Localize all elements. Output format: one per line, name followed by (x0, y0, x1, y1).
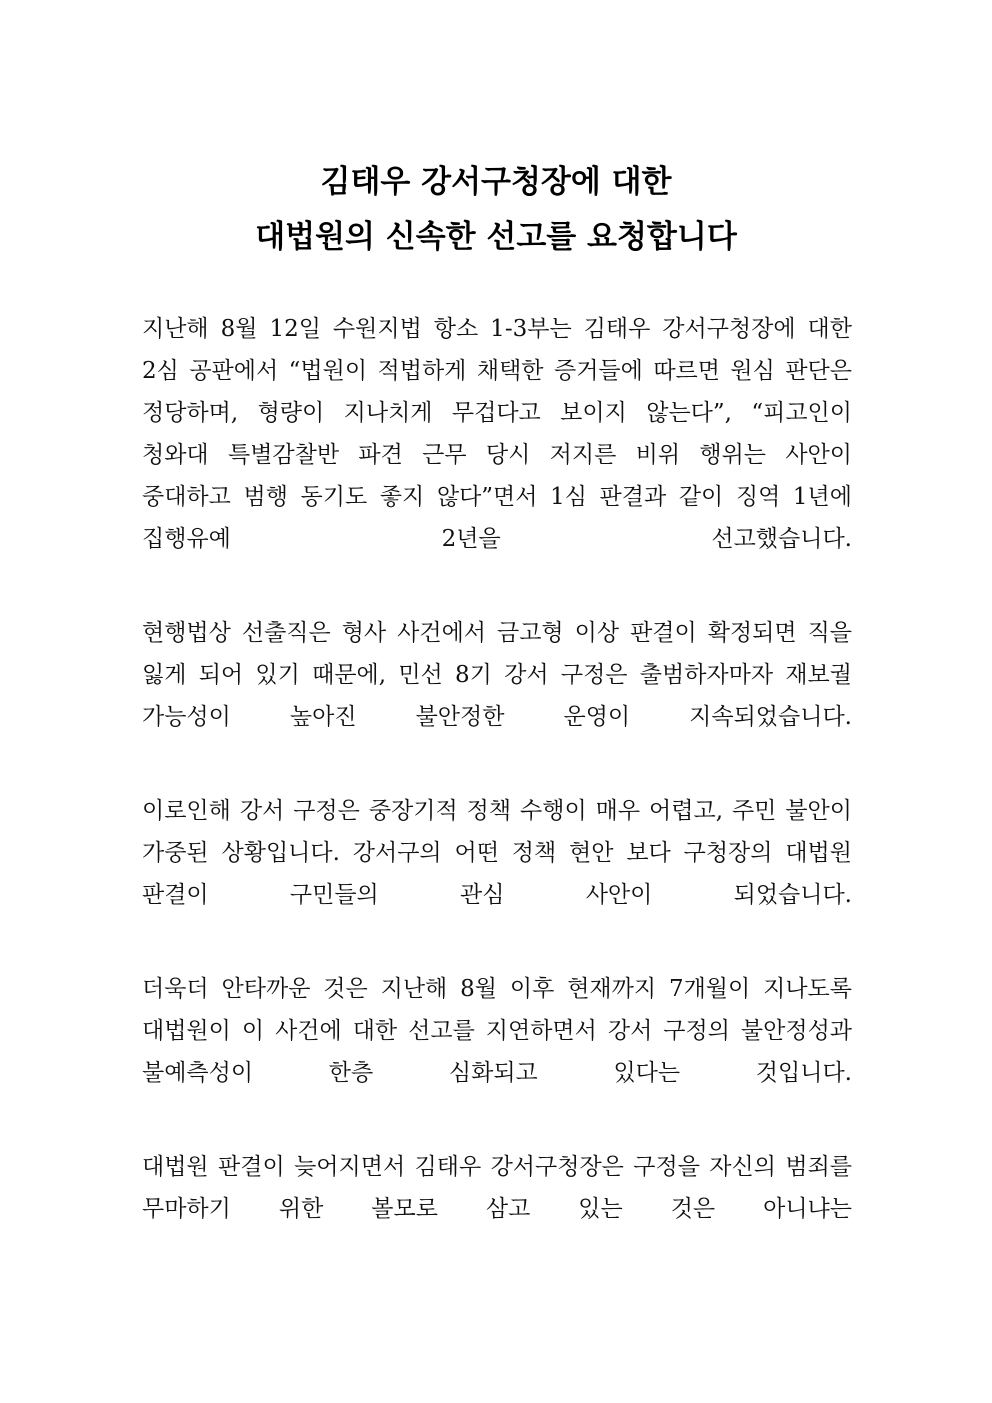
paragraph-1: 지난해 8월 12일 수원지법 항소 1-3부는 김태우 강서구청장에 대한 2심 공판에서 “법원이 적법하게 채택한 증거들에 따르면 원심 판단은 정당하며, 형량이 지나치게 무겁다고 보이지 않는다”, “피고인이 청와대 특별감찰반 파견 근무 당시 저지른 비위 행위는 사안이 중대하고 범행 동기도 좋지 않다”면서 1심 판결과 같이 징역 1년에 집행유예 2년을 선고했습니다. (142, 316, 852, 552)
document-body (142, 308, 852, 1282)
document-title (0, 155, 992, 265)
paragraph-5: 대법원 판결이 늦어지면서 김태우 강서구청장은 구정을 자신의 범죄를 무마하기 위한 볼모로 삼고 있는 것은 아니냐는 (142, 1154, 852, 1222)
title-line-1: 김태우 강서구청장에 대한 (320, 164, 672, 200)
paragraph-2: 현행법상 선출직은 형사 사건에서 금고형 이상 판결이 확정되면 직을 잃게 되어 있기 때문에, 민선 8기 강서 구정은 출범하자마자 재보궐 가능성이 높아진 불안정한 운영이 지속되었습니다. (142, 620, 852, 730)
paragraph-4: 더욱더 안타까운 것은 지난해 8월 이후 현재까지 7개월이 지나도록 대법원이 이 사건에 대한 선고를 지연하면서 강서 구정의 불안정성과 불예측성이 한층 심화되고 있다는 것입니다. (142, 976, 852, 1086)
paragraph-3: 이로인해 강서 구정은 중장기적 정책 수행이 매우 어렵고, 주민 불안이 가중된 상황입니다. 강서구의 어떤 정책 현안 보다 구청장의 대법원 판결이 구민들의 관심 사안이 되었습니다. (142, 798, 852, 908)
title-line-2: 대법원의 신속한 선고를 요청합니다 (255, 219, 737, 255)
